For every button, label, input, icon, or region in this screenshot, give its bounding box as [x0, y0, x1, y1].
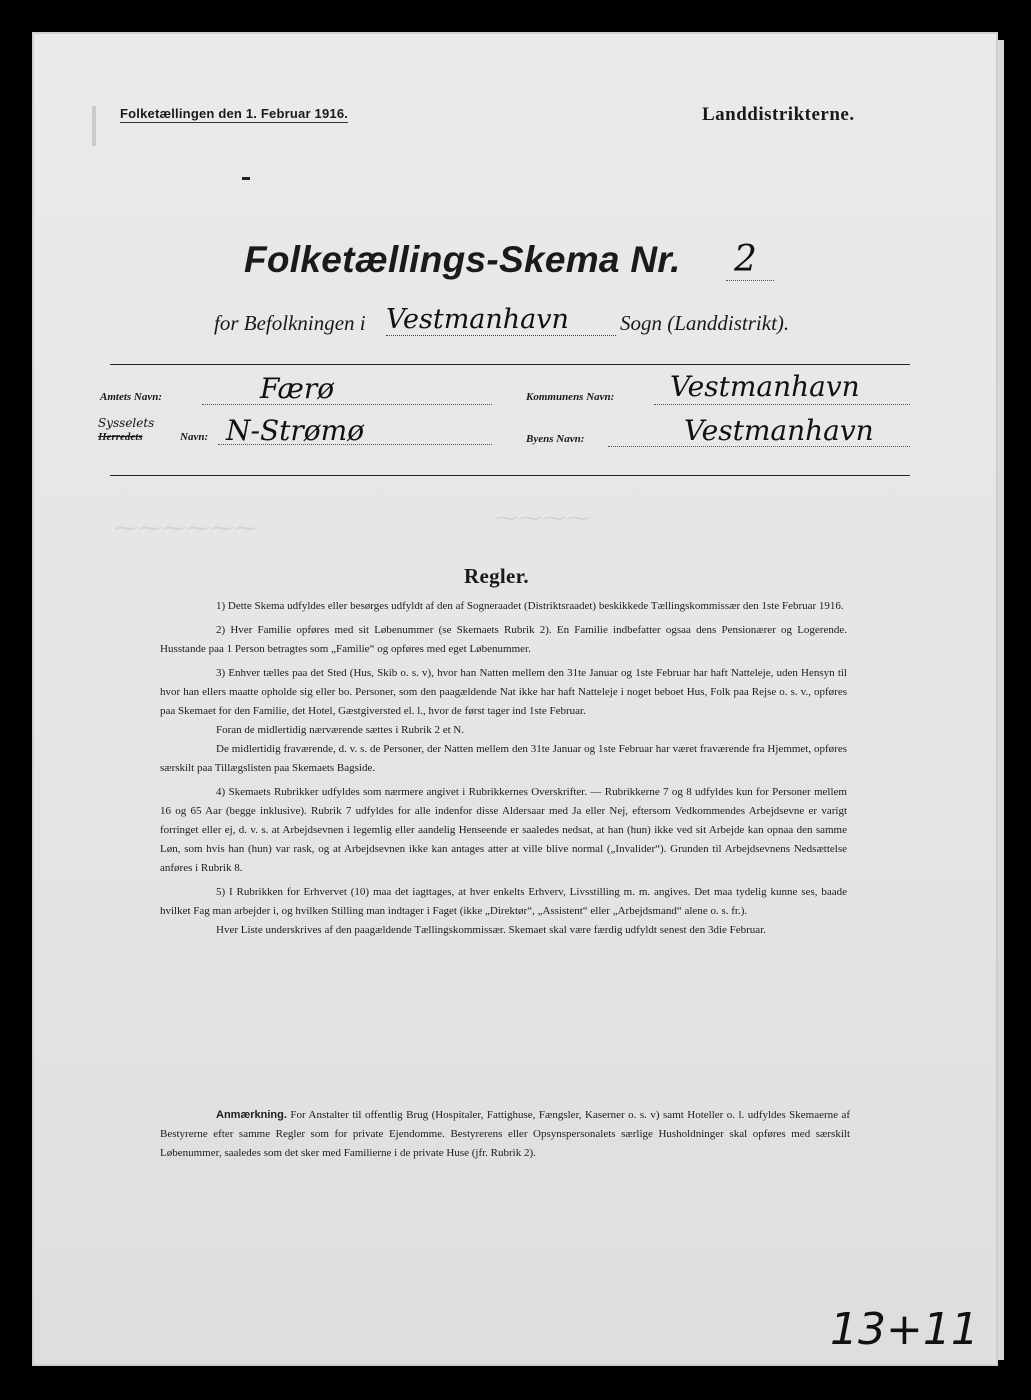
remark-text: For Anstalter til offentlig Brug (Hospitaler, Fattighuse, Fængsler, Kaserner o. s. v) samt Hoteller o. l. udfyldes Skemaerne af Bestyrerne efter samme Regler som for private Ejendomme. Bestyrerens eller Opsynspersonalets særlige Husholdninger skal opføres med særskilt Løbenummer, saaledes som det sker med Familierne i de private Huse (jfr. Rubrik 2).: [160, 1109, 851, 1159]
rule-paragraph-3: 3) Enhver tælles paa det Sted (Hus, Skib o. s. v), hvor han Natten mellem den 31te Januar og 1ste Februar har haft Natteleje, uden Hensyn til hvor han ellers maatte opholde sig eller bo. Personer, som den paagældende Nat ikke har haft Natteleje i noget beboet Hus, Folk paa Rejse o. s. v., opføres paa Skemaet for den Familie, det Hotel, Gæstgiversted el. l., hvor de først tager ind 1ste Februar.: [160, 667, 847, 717]
kommune-field-line: [654, 404, 910, 405]
rule-paragraph-3-nærværende: Foran de midlertidig nærværende sættes i Rubrik 2 et N.: [216, 724, 465, 736]
herred-label-struck: Herredets: [98, 431, 143, 443]
parish-name-line: [386, 335, 616, 336]
district-type-header: Landdistrikterne.: [702, 104, 855, 125]
amt-label: Amtets Navn:: [100, 391, 163, 403]
census-form-page: [32, 32, 998, 1366]
amt-value-handwritten: Færø: [260, 372, 335, 405]
form-title: Folketællings-Skema Nr.: [244, 239, 681, 280]
bleed-through-mark: ⁓⁓⁓⁓⁓⁓: [114, 514, 258, 542]
kommune-value-handwritten: Vestmanhavn: [670, 370, 860, 403]
fields-bottom-rule: [110, 475, 910, 476]
by-label: Byens Navn:: [526, 433, 585, 445]
by-field-line: [608, 446, 910, 447]
form-date-header: Folketællingen den 1. Februar 1916.: [120, 106, 349, 121]
rule-paragraph-4: 4) Skemaets Rubrikker udfyldes som nærmere angivet i Rubrikkernes Overskrifter. — Rubrikkerne 7 og 8 udfyldes kun for Personer mellem 16 og 65 Aar (begge inklusive). Rubrik 7 udfyldes for alle indenfor disse Aldersaar med Ja eller Nej, eftersom Vedkommendes Arbejdsevne er varigt forringet eller ej, d. v. s. at Arbejdsevnen i legemlig eller aandelig Henseende er saaledes nedsat, at han (hun) ikke ved sit Arbejde kan opnaa den samme Løn, som hvis han (hun) var rask, og at Arbejdsevnen ikke kan antages atter at ville blive normal („Invalider“). Grunden til Arbejdsevnens Nedsættelse anføres i Rubrik 8.: [160, 786, 847, 874]
herred-value-handwritten: N-Strømø: [226, 414, 365, 447]
subtitle-prefix: for Befolkningen i: [214, 311, 366, 335]
remark-label: Anmærkning.: [216, 1109, 287, 1121]
parish-name-handwritten: Vestmanhavn: [386, 304, 569, 335]
kommune-label: Kommunens Navn:: [526, 391, 615, 403]
remark-paragraph: [160, 1106, 850, 1163]
top-rule: [110, 364, 910, 365]
rule-paragraph-1: 1) Dette Skema udfyldes eller besørges udfyldt af den af Sogneraadet (Distriktsraadet) beskikkede Tællingskommissær den 1ste Februar 1916.: [216, 600, 844, 612]
bleed-through-mark: ⁓⁓⁓⁓: [494, 504, 590, 532]
form-number-handwritten: 2: [734, 239, 757, 280]
subtitle-suffix: Sogn (Landdistrikt).: [620, 311, 790, 335]
herred-label-suffix: Navn:: [180, 431, 209, 443]
rule-paragraph-2: 2) Hver Familie opføres med sit Løbenummer (se Skemaets Rubrik 2). En Familie indbefatter ogsaa dens Pensionærer og Logerende. Husstande paa 1 Person betragtes som „Familie“ og opføres med eget Løbenummer.: [160, 624, 847, 655]
ink-mark: [242, 177, 250, 180]
rules-body: [160, 597, 847, 945]
rule-paragraph-3-fraværende: De midlertidig fraværende, d. v. s. de Personer, der Natten mellem den 31te Januar og 1ste Februar har været fraværende fra Hjemmet, opføres særskilt paa Tillægslisten paa Skemaets Bagside.: [160, 743, 847, 774]
rule-paragraph-5: 5) I Rubrikken for Erhvervet (10) maa det iagttages, at hver enkelts Erhverv, Livsstilling m. m. angives. Det maa tydelig kunne ses, baade hvilket Fag man arbejder i, og hvilken Stilling man indtager i Faget (ikke „Direktør“, „Assistent“ eller „Arbejdsmand“ alene o. s. fr.).: [160, 886, 847, 917]
form-number-line: [726, 280, 774, 281]
rule-paragraph-signature: Hver Liste underskrives af den paagældende Tællingskommissær. Skemaet skal være færdig udfyldt senest den 3die Februar.: [216, 924, 766, 936]
rules-heading: Regler.: [464, 564, 529, 588]
by-value-handwritten: Vestmanhavn: [684, 414, 874, 447]
amt-field-line: [202, 404, 492, 405]
herred-field-line: [218, 444, 492, 445]
handwritten-annotation: 13+11: [830, 1304, 979, 1355]
herred-label-handwritten: Sysselets: [98, 416, 155, 430]
margin-mark: [92, 106, 96, 146]
